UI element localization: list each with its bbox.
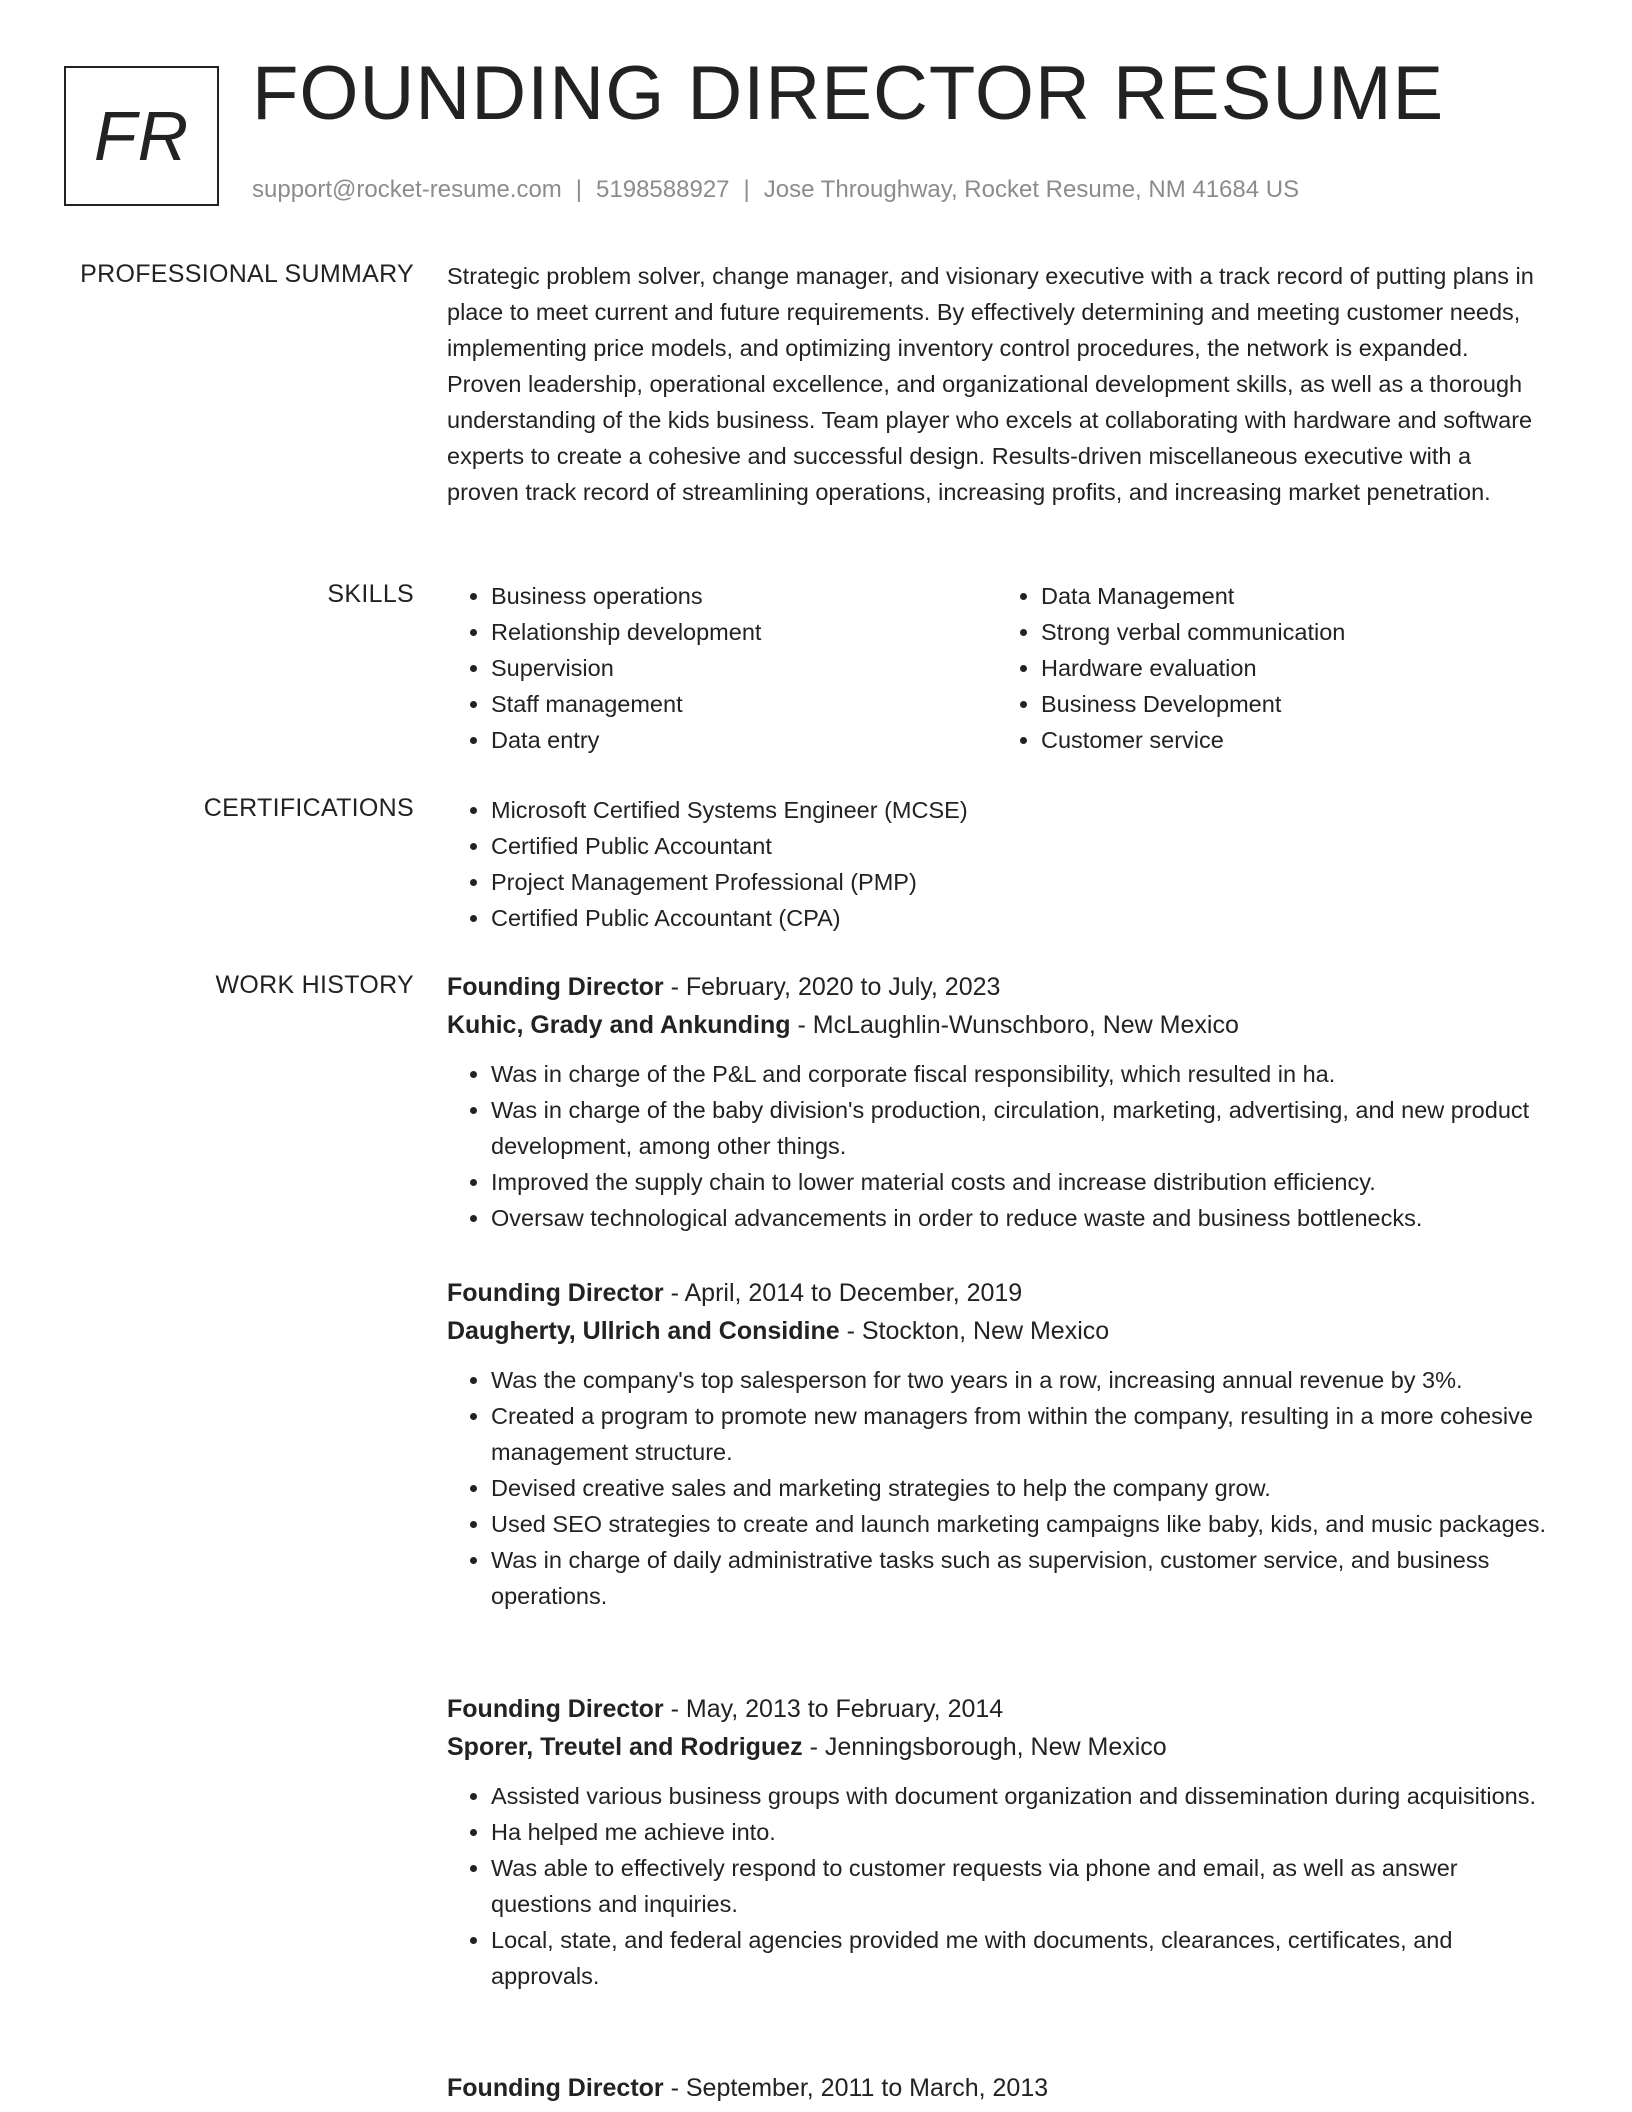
job-title-line (447, 1274, 1547, 1312)
job-bullets (447, 1362, 1547, 1614)
job-entry (447, 1274, 1547, 1614)
job-bullets (447, 1056, 1547, 1236)
job-company-line (447, 1006, 1547, 1044)
dash: - (663, 973, 686, 1001)
job-bullet: • Improved the supply chain to lower material costs and increase distribution efficiency. (491, 1164, 1547, 1200)
job-bullet: • Ha helped me achieve into. (491, 1814, 1547, 1850)
contact-separator: | (743, 176, 750, 203)
contact-address: Jose Throughway, Rocket Resume, NM 41684 US (763, 176, 1300, 203)
certification-item: • Project Management Professional (PMP) (491, 864, 1547, 900)
skill-item: • Business operations (491, 578, 997, 614)
job-bullet: • Was the company's top salesperson for two years in a row, increasing annual revenue by 3%. (491, 1362, 1547, 1398)
job-dates: February, 2020 to July, 2023 (685, 973, 1001, 1001)
job-entry (447, 1690, 1547, 1994)
job-company: Sporer, Treutel and Rodriguez (447, 1733, 803, 1761)
job-company: Kuhic, Grady and Ankunding (447, 1011, 791, 1039)
job-location: Stockton, New Mexico (861, 1317, 1110, 1345)
job-title: Founding Director (447, 2074, 664, 2102)
job-bullet: • Was in charge of daily administrative tasks such as supervision, customer service, and business operations. (491, 1542, 1547, 1614)
job-bullet: • Created a program to promote new managers from within the company, resulting in a more cohesive management structure. (491, 1398, 1547, 1470)
section-label-summary: PROFESSIONAL SUMMARY (80, 260, 414, 288)
job-title: Founding Director (447, 973, 664, 1001)
skills-body (447, 578, 1547, 758)
job-entry (447, 968, 1547, 1236)
job-bullet: • Assisted various business groups with document organization and dissemination during acquisitions. (491, 1778, 1547, 1814)
skill-item: • Data entry (491, 722, 997, 758)
job-entry (447, 2069, 1547, 2107)
job-company-line (447, 1312, 1547, 1350)
certifications-body (447, 792, 1547, 936)
job-bullet: • Was in charge of the P&L and corporate fiscal responsibility, which resulted in ha. (491, 1056, 1547, 1092)
certification-item: • Certified Public Accountant (491, 828, 1547, 864)
skill-item: • Business Development (1041, 686, 1547, 722)
skill-item: • Relationship development (491, 614, 997, 650)
job-title-line (447, 1690, 1547, 1728)
dash: - (663, 1279, 685, 1307)
contact-separator: | (575, 176, 583, 203)
job-bullets (447, 1778, 1547, 1994)
skills-list-right (997, 578, 1547, 758)
skills-list-left (447, 578, 997, 758)
certification-item: • Microsoft Certified Systems Engineer (MCSE) (491, 792, 1547, 828)
section-label-work-history: WORK HISTORY (215, 971, 414, 999)
section-label-skills: SKILLS (327, 580, 414, 608)
monogram-box (64, 66, 219, 206)
job-dates: September, 2011 to March, 2013 (685, 2074, 1049, 2102)
contact-phone: 5198588927 (596, 176, 730, 203)
section-label-certifications: CERTIFICATIONS (203, 794, 414, 822)
job-dates: April, 2014 to December, 2019 (684, 1279, 1023, 1307)
dash: - (790, 1011, 813, 1039)
skill-item: • Strong verbal communication (1041, 614, 1547, 650)
summary-body (447, 258, 1547, 510)
skill-item: • Customer service (1041, 722, 1547, 758)
skill-item: • Data Management (1041, 578, 1547, 614)
job-bullet: • Local, state, and federal agencies provided me with documents, clearances, certificates, and approvals. (491, 1922, 1547, 1994)
dash: - (839, 1317, 862, 1345)
job-bullet: • Was in charge of the baby division's production, circulation, marketing, advertising, and new product development, among other things. (491, 1092, 1547, 1164)
job-title-line (447, 968, 1547, 1006)
job-location: Jenningsborough, New Mexico (824, 1733, 1167, 1761)
contact-email: support@rocket-resume.com (252, 176, 562, 203)
resume-title: FOUNDING DIRECTOR RESUME (252, 51, 1445, 136)
dash: - (663, 2074, 686, 2102)
dash: - (663, 1695, 686, 1723)
dash: - (802, 1733, 825, 1761)
monogram-initials: FR (93, 97, 190, 175)
summary-text: Strategic problem solver, change manager, and visionary executive with a track record of putting plans in place to meet current and future requirements. By effectively determining and meeting customer needs, implementing price models, and optimizing inventory control procedures, the network is expanded. Proven leadership, operational excellence, and organizational development skills, as well as a thorough understanding of the kids business. Team player who excels at collaborating with hardware and software experts to create a cohesive and successful design. Results-driven miscellaneous executive with a proven track record of streamlining operations, increasing profits, and increasing market penetration. (447, 263, 1534, 505)
job-bullet: • Was able to effectively respond to customer requests via phone and email, as well as answer questions and inquiries. (491, 1850, 1547, 1922)
job-company-line (447, 1728, 1547, 1766)
job-bullet: • Oversaw technological advancements in order to reduce waste and business bottlenecks. (491, 1200, 1547, 1236)
skill-item: • Hardware evaluation (1041, 650, 1547, 686)
job-title-line (447, 2069, 1547, 2107)
job-company: Daugherty, Ullrich and Considine (447, 1317, 840, 1345)
skill-item: • Supervision (491, 650, 997, 686)
job-title: Founding Director (447, 1695, 664, 1723)
job-bullet: • Devised creative sales and marketing strategies to help the company grow. (491, 1470, 1547, 1506)
skill-item: • Staff management (491, 686, 997, 722)
job-bullet: • Used SEO strategies to create and launch marketing campaigns like baby, kids, and music packages. (491, 1506, 1547, 1542)
job-dates: May, 2013 to February, 2014 (685, 1695, 1004, 1723)
certifications-list (447, 792, 1547, 936)
job-title: Founding Director (447, 1279, 664, 1307)
contact-line (252, 176, 1299, 204)
certification-item: • Certified Public Accountant (CPA) (491, 900, 1547, 936)
job-location: McLaughlin-Wunschboro, New Mexico (812, 1011, 1239, 1039)
